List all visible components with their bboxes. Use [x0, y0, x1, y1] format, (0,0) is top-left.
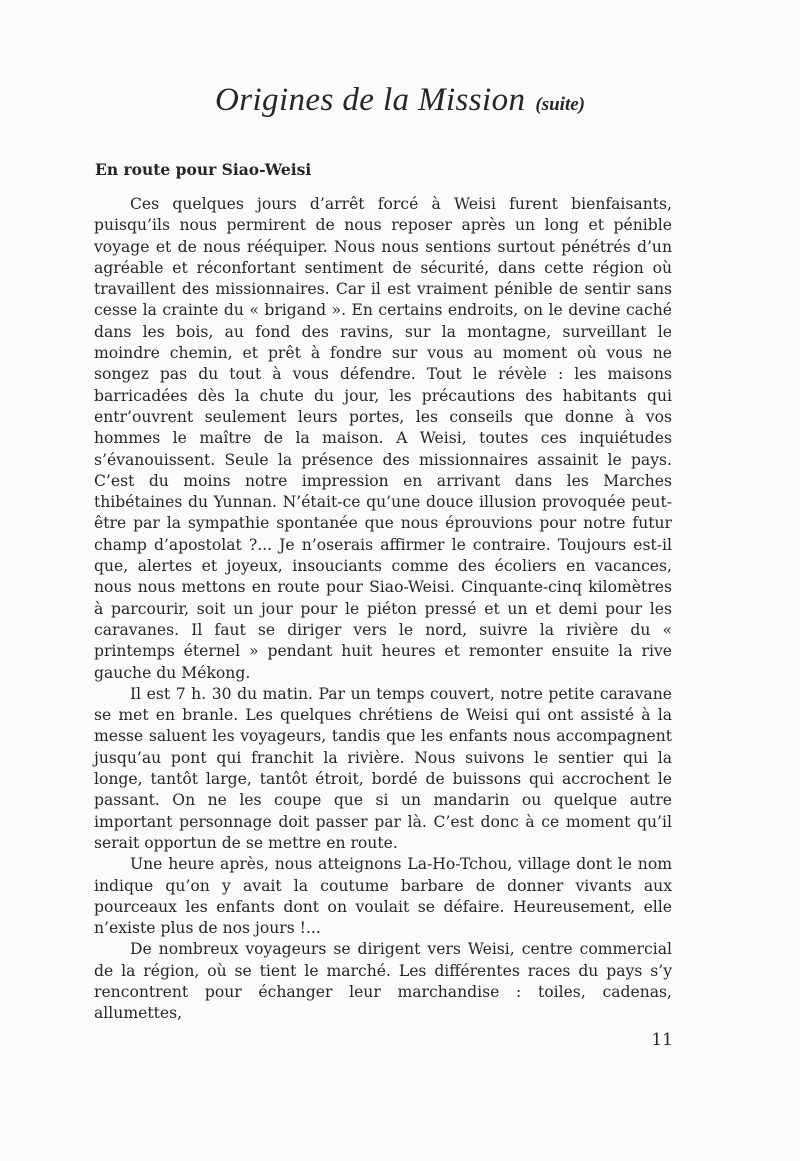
- page-number: 11: [651, 1030, 673, 1050]
- paragraph: De nombreux voyageurs se dirigent vers Weisi, centre commercial de la région, où se tient le marché. Les différentes races du pays s’y rencontrent pour échanger leur marchandise : toiles, cadenas, allumettes,: [94, 940, 672, 1023]
- paragraph: Une heure après, nous atteignons La-Ho-Tchou, village dont le nom indique qu’on y avait la coutume barbare de donner vivants aux pourceaux les enfants dont on voulait se défaire. Heureusement, elle n’existe plus de nos jours !...: [94, 855, 672, 938]
- section-heading: En route pour Siao-Weisi: [95, 160, 312, 179]
- title-suite: (suite): [535, 94, 585, 115]
- paragraph: Il est 7 h. 30 du matin. Par un temps couvert, notre petite caravane se met en branle. Les quelques chrétiens de Weisi qui ont assisté à la messe saluent les voyageurs, tandis que les enfants nous accompagnent jusqu’au pont qui franchit la rivière. Nous suivons le sentier qui la longe, tantôt large, tantôt étroit, bordé de buissons qui accrochent le passant. On ne les coupe que si un mandarin ou quelque autre important personnage doit passer par là. C’est donc à ce moment qu’il serait opportun de se mettre en route.: [94, 684, 672, 852]
- page-title: [0, 82, 800, 119]
- body-text: [94, 194, 672, 1025]
- title-main: Origines de la Mission: [215, 82, 526, 118]
- paragraph: Ces quelques jours d’arrêt forcé à Weisi furent bienfaisants, puisqu’ils nous permirent de nous reposer après un long et pénible voyage et de nous rééquiper. Nous nous sentions surtout pénétrés d’un agréable et réconfortant sentiment de sécurité, dans cette région où travaillent des missionnaires. Car il est vraiment pénible de sentir sans cesse la crainte du « brigand ». En certains endroits, on le devine caché dans les bois, au fond des ravins, sur la montagne, surveillant le moindre chemin, et prêt à fondre sur vous au moment où vous ne songez pas du tout à vous défendre. Tout le révèle : les maisons barricadées dès la chute du jour, les précautions des habitants qui entr’ouvrent seulement leurs portes, les conseils que donne à vos hommes le maître de la maison. A Weisi, toutes ces inquiétudes s’évanouissent. Seule la présence des missionnaires assainit le pays. C’est du moins notre impression en arrivant dans les Marches thibétaines du Yunnan. N’était-ce qu’une douce illusion provoquée peut-être par la sympathie spontanée que nous éprouvions pour notre futur champ d’apostolat ?... Je n’oserais affirmer le contraire. Toujours est-il que, alertes et joyeux, insouciants comme des écoliers en vacances, nous nous mettons en route pour Siao-Weisi. Cinquante-cinq kilomètres à parcourir, soit un jour pour le piéton pressé et un et demi pour les caravanes. Il faut se diriger vers le nord, suivre la rivière du « printemps éternel » pendant huit heures et remonter ensuite la rive gauche du Mékong.: [94, 195, 672, 682]
